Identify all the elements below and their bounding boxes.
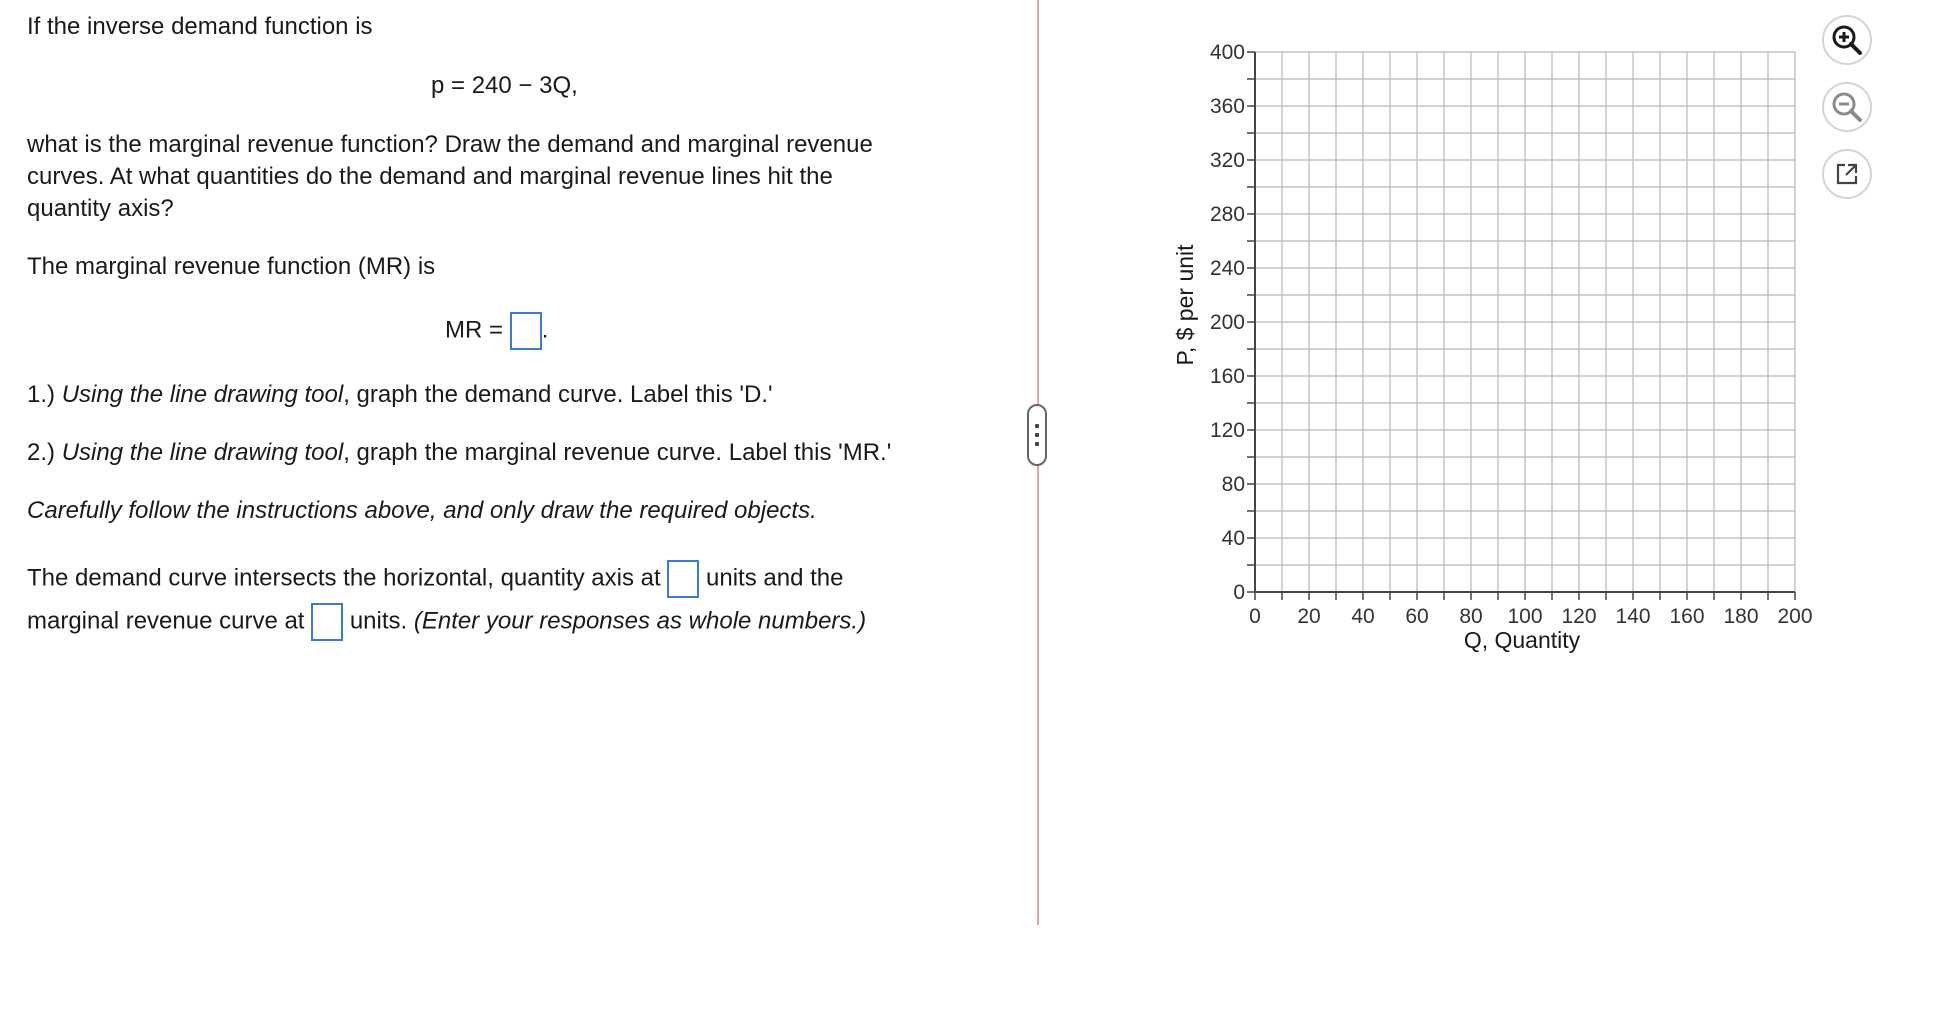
y-tick-label: 80 (1221, 473, 1245, 496)
y-tick-label: 240 (1209, 257, 1245, 280)
mr-period: . (541, 316, 549, 344)
demand-equation: p = 240 − 3Q, (431, 72, 578, 99)
y-tick-label: 280 (1209, 203, 1245, 226)
y-tick-label: 320 (1209, 149, 1245, 172)
x-tick-label: 20 (1297, 605, 1321, 628)
x-tick-label: 40 (1351, 605, 1375, 628)
y-tick-label: 160 (1209, 365, 1245, 388)
mr-answer-input[interactable] (510, 312, 542, 350)
mr-intercept-sentence: marginal revenue curve at units. (Enter your responses as whole numbers.) (27, 603, 866, 641)
step-2: 2.) Using the line drawing tool, graph the marginal revenue curve. Label this 'MR.' (27, 439, 892, 466)
demand-intercept-sentence: The demand curve intersects the horizontal, quantity axis at units and the (27, 560, 843, 598)
x-tick-label: 120 (1561, 605, 1597, 628)
question-prompt-line-1: what is the marginal revenue function? Draw the demand and marginal revenue (27, 131, 873, 158)
question-intro: If the inverse demand function is (27, 13, 373, 40)
y-tick-label: 120 (1209, 419, 1245, 442)
y-tick-label: 200 (1209, 311, 1245, 334)
line-tool-reference: Using the line drawing tool (61, 439, 344, 466)
popout-button[interactable] (1822, 149, 1872, 199)
x-tick-label: 200 (1777, 605, 1813, 628)
x-tick-label: 180 (1723, 605, 1759, 628)
zoom-in-icon (1830, 23, 1864, 57)
question-prompt-line-2: curves. At what quantities do the demand and marginal revenue lines hit the (27, 163, 833, 190)
x-tick-label: 80 (1459, 605, 1483, 628)
question-prompt-line-3: quantity axis? (27, 195, 174, 222)
entry-note: (Enter your responses as whole numbers.) (413, 607, 867, 635)
popout-icon (1834, 161, 1860, 187)
caution-text: Carefully follow the instructions above, and only draw the required objects. (27, 497, 817, 524)
zoom-out-icon (1830, 90, 1864, 124)
step-1: 1.) Using the line drawing tool, graph the demand curve. Label this 'D.' (27, 381, 773, 408)
mr-intercept-input[interactable] (311, 603, 343, 641)
line-tool-reference: Using the line drawing tool (61, 381, 344, 408)
mr-label: MR = (445, 316, 504, 344)
pane-resize-handle[interactable] (1027, 404, 1047, 466)
zoom-out-button[interactable] (1822, 82, 1872, 132)
y-tick-label: 0 (1233, 581, 1245, 604)
x-tick-label: 160 (1669, 605, 1705, 628)
y-tick-label: 400 (1209, 41, 1245, 64)
x-tick-label: 140 (1615, 605, 1651, 628)
mr-intro: The marginal revenue function (MR) is (27, 253, 436, 280)
x-tick-label: 60 (1405, 605, 1429, 628)
y-tick-label: 40 (1221, 527, 1245, 550)
y-tick-label: 360 (1209, 95, 1245, 118)
demand-intercept-input[interactable] (667, 560, 699, 598)
x-tick-label: 100 (1507, 605, 1543, 628)
x-tick-label: 0 (1249, 605, 1261, 628)
zoom-in-button[interactable] (1822, 15, 1872, 65)
x-axis-label: Q, Quantity (1463, 627, 1581, 653)
y-axis-label: P, $ per unit (1172, 244, 1198, 366)
mr-equation (445, 312, 548, 350)
graph-drawing-canvas[interactable] (1255, 52, 1795, 592)
